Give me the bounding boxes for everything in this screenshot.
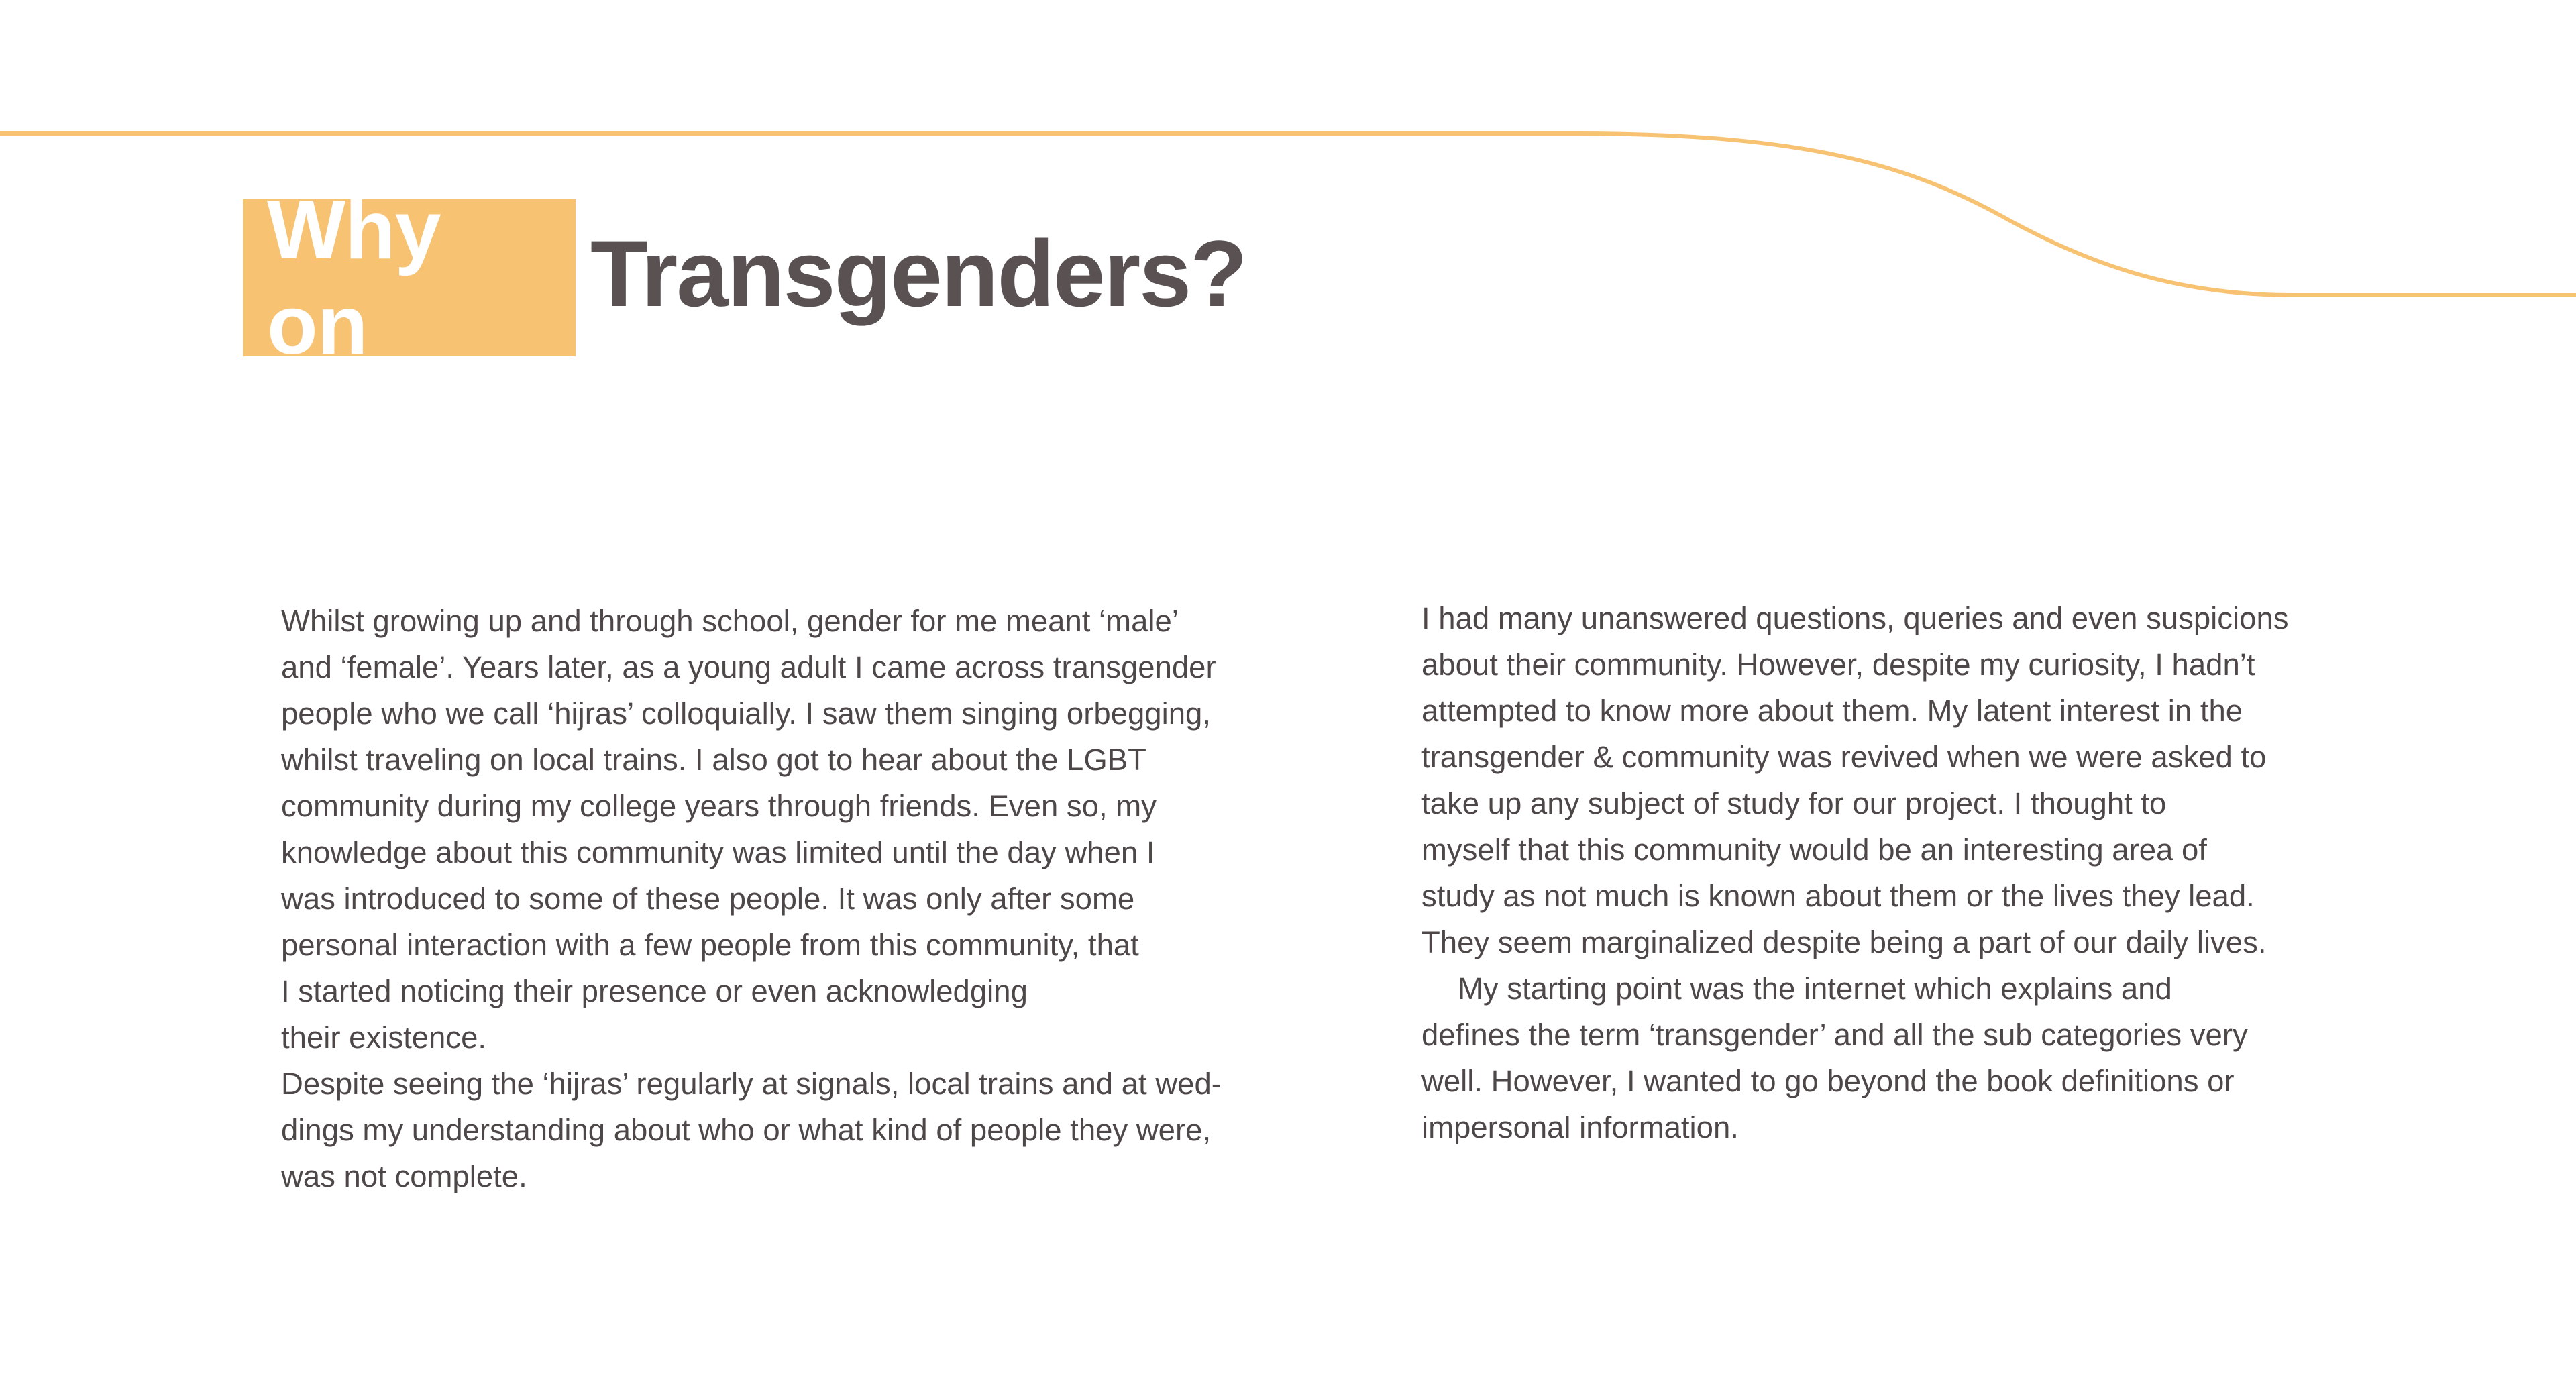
text-line: their existence.	[281, 1020, 487, 1055]
text-line: impersonal information.	[1421, 1110, 1739, 1144]
text-line: myself that this community would be an interesting area of	[1421, 833, 2207, 867]
text-line: My starting point was the internet which explains and	[1458, 971, 2172, 1006]
text-line: Whilst growing up and through school, gender for me meant ‘male’	[281, 604, 1179, 638]
text-line: whilst traveling on local trains. I also got to hear about the LGBT	[281, 743, 1146, 777]
text-line: attempted to know more about them. My latent interest in the	[1421, 694, 2243, 728]
text-line: dings my understanding about who or what kind of people they were,	[281, 1113, 1212, 1147]
text-line: I had many unanswered questions, queries and even suspicions	[1421, 601, 2289, 635]
text-line: study as not much is known about them or the lives they lead.	[1421, 879, 2255, 913]
text-line: They seem marginalized despite being a part of our daily lives.	[1421, 925, 2267, 959]
text-line: defines the term ‘transgender’ and all the sub categories very	[1421, 1018, 2248, 1052]
title-main: Transgenders?	[590, 221, 1246, 326]
text-line: about their community. However, despite my curiosity, I hadn’t	[1421, 647, 2255, 682]
text-line: was not complete.	[281, 1159, 527, 1193]
left-paragraph-1	[281, 598, 1247, 1061]
text-line: community during my college years through friends. Even so, my	[281, 789, 1157, 823]
left-column	[281, 598, 1247, 1199]
text-line: I started noticing their presence or even acknowledging	[281, 974, 1028, 1008]
right-paragraph-1	[1421, 595, 2320, 965]
left-paragraph-2	[281, 1061, 1247, 1199]
text-line: transgender & community was revived when we were asked to	[1421, 740, 2267, 774]
right-paragraph-2	[1421, 965, 2320, 1151]
title-highlight: Why on	[243, 199, 576, 356]
text-line: people who we call ‘hijras’ colloquially. I saw them singing orbegging,	[281, 696, 1211, 731]
right-column	[1421, 595, 2320, 1151]
text-line: was introduced to some of these people. It was only after some	[281, 882, 1135, 916]
text-line: Despite seeing the ‘hijras’ regularly at signals, local trains and at wed-	[281, 1067, 1222, 1101]
text-line: knowledge about this community was limited until the day when I	[281, 835, 1155, 869]
text-line: well. However, I wanted to go beyond the book definitions or	[1421, 1064, 2235, 1098]
text-line: take up any subject of study for our project. I thought to	[1421, 786, 2167, 820]
text-line: and ‘female’. Years later, as a young adult I came across transgender	[281, 650, 1216, 684]
page-title	[243, 184, 1246, 372]
text-line: personal interaction with a few people from this community, that	[281, 928, 1139, 962]
